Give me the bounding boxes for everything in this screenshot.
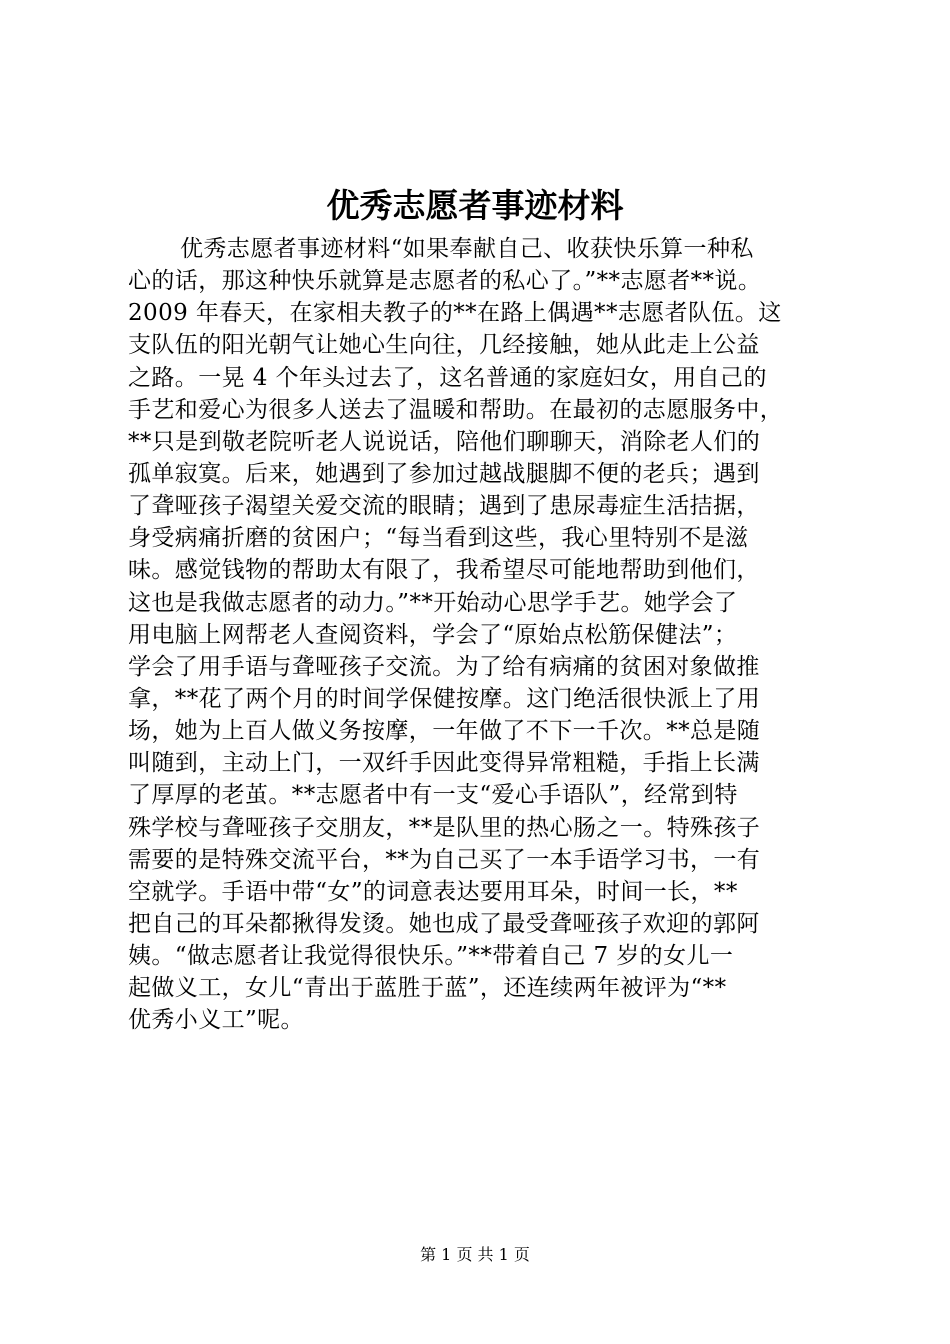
paragraph-line: 支队伍的阳光朝气让她心生向往，几经接触，她从此走上公益: [128, 332, 760, 359]
paragraph-line: 需要的是特殊交流平台，**为自己买了一本手语学习书，一有: [128, 846, 761, 873]
paragraph-line: 姨。“做志愿者让我觉得很快乐。”**带着自己 7 岁的女儿一: [128, 943, 734, 970]
paragraph-line: 心的话，那这种快乐就算是志愿者的私心了。”**志愿者**说。: [128, 268, 762, 295]
paragraph-line: 殊学校与聋哑孩子交朋友，**是队里的热心肠之一。特殊孩子: [128, 814, 761, 841]
paragraph-line: 空就学。手语中带“女”的词意表达要用耳朵，时间一长，**: [128, 878, 738, 905]
paragraph-line: **只是到敬老院听老人说说话，陪他们聊聊天，消除老人们的: [128, 428, 761, 455]
paragraph-line: 身受病痛折磨的贫困户；“每当看到这些，我心里特别不是滋: [128, 525, 749, 552]
paragraph-line: 2009 年春天，在家相夫教子的**在路上偶遇**志愿者队伍。这: [128, 300, 782, 327]
paragraph-line: 场，她为上百人做义务按摩，一年做了不下一千次。**总是随: [128, 718, 761, 745]
paragraph-line: 优秀志愿者事迹材料“如果奉献自己、收获快乐算一种私: [180, 236, 754, 262]
paragraph-line: 手艺和爱心为很多人送去了温暖和帮助。在最初的志愿服务中，: [128, 396, 784, 423]
paragraph-line: 味。感觉钱物的帮助太有限了，我希望尽可能地帮助到他们，: [128, 557, 760, 584]
paragraph-line: 孤单寂寞。后来，她遇到了参加过越战腿脚不便的老兵；遇到: [128, 460, 760, 487]
document-title: 优秀志愿者事迹材料: [326, 186, 624, 225]
paragraph-line: 之路。一晃 4 个年头过去了，这名普通的家庭妇女，用自己的: [128, 364, 767, 391]
paragraph-line: 起做义工，女儿“青出于蓝胜于蓝”，还连续两年被评为“**: [128, 975, 727, 1002]
paragraph-line: 用电脑上网帮老人查阅资料，学会了“原始点松筋保健法”；: [128, 621, 738, 648]
paragraph-line: 了厚厚的老茧。**志愿者中有一支“爱心手语队”，经常到特: [128, 782, 738, 809]
paragraph-line: 叫随到，主动上门，一双纤手因此变得异常粗糙，手指上长满: [128, 750, 760, 777]
paragraph-line: 这也是我做志愿者的动力。”**开始动心思学手艺。她学会了: [128, 589, 738, 616]
paragraph-line: 优秀小义工”呢。: [128, 1007, 304, 1034]
paragraph-line: 了聋哑孩子渴望关爱交流的眼睛；遇到了患尿毒症生活拮据，: [128, 493, 760, 520]
page-number-footer: 第 1 页 共 1 页: [420, 1245, 530, 1264]
paragraph-line: 把自己的耳朵都揪得发烫。她也成了最受聋哑孩子欢迎的郭阿: [128, 910, 760, 937]
document-body: [128, 233, 828, 1037]
paragraph-line: 拿，**花了两个月的时间学保健按摩。这门绝活很快派上了用: [128, 685, 761, 712]
paragraph-line: 学会了用手语与聋哑孩子交流。为了给有病痛的贫困对象做推: [128, 653, 760, 680]
